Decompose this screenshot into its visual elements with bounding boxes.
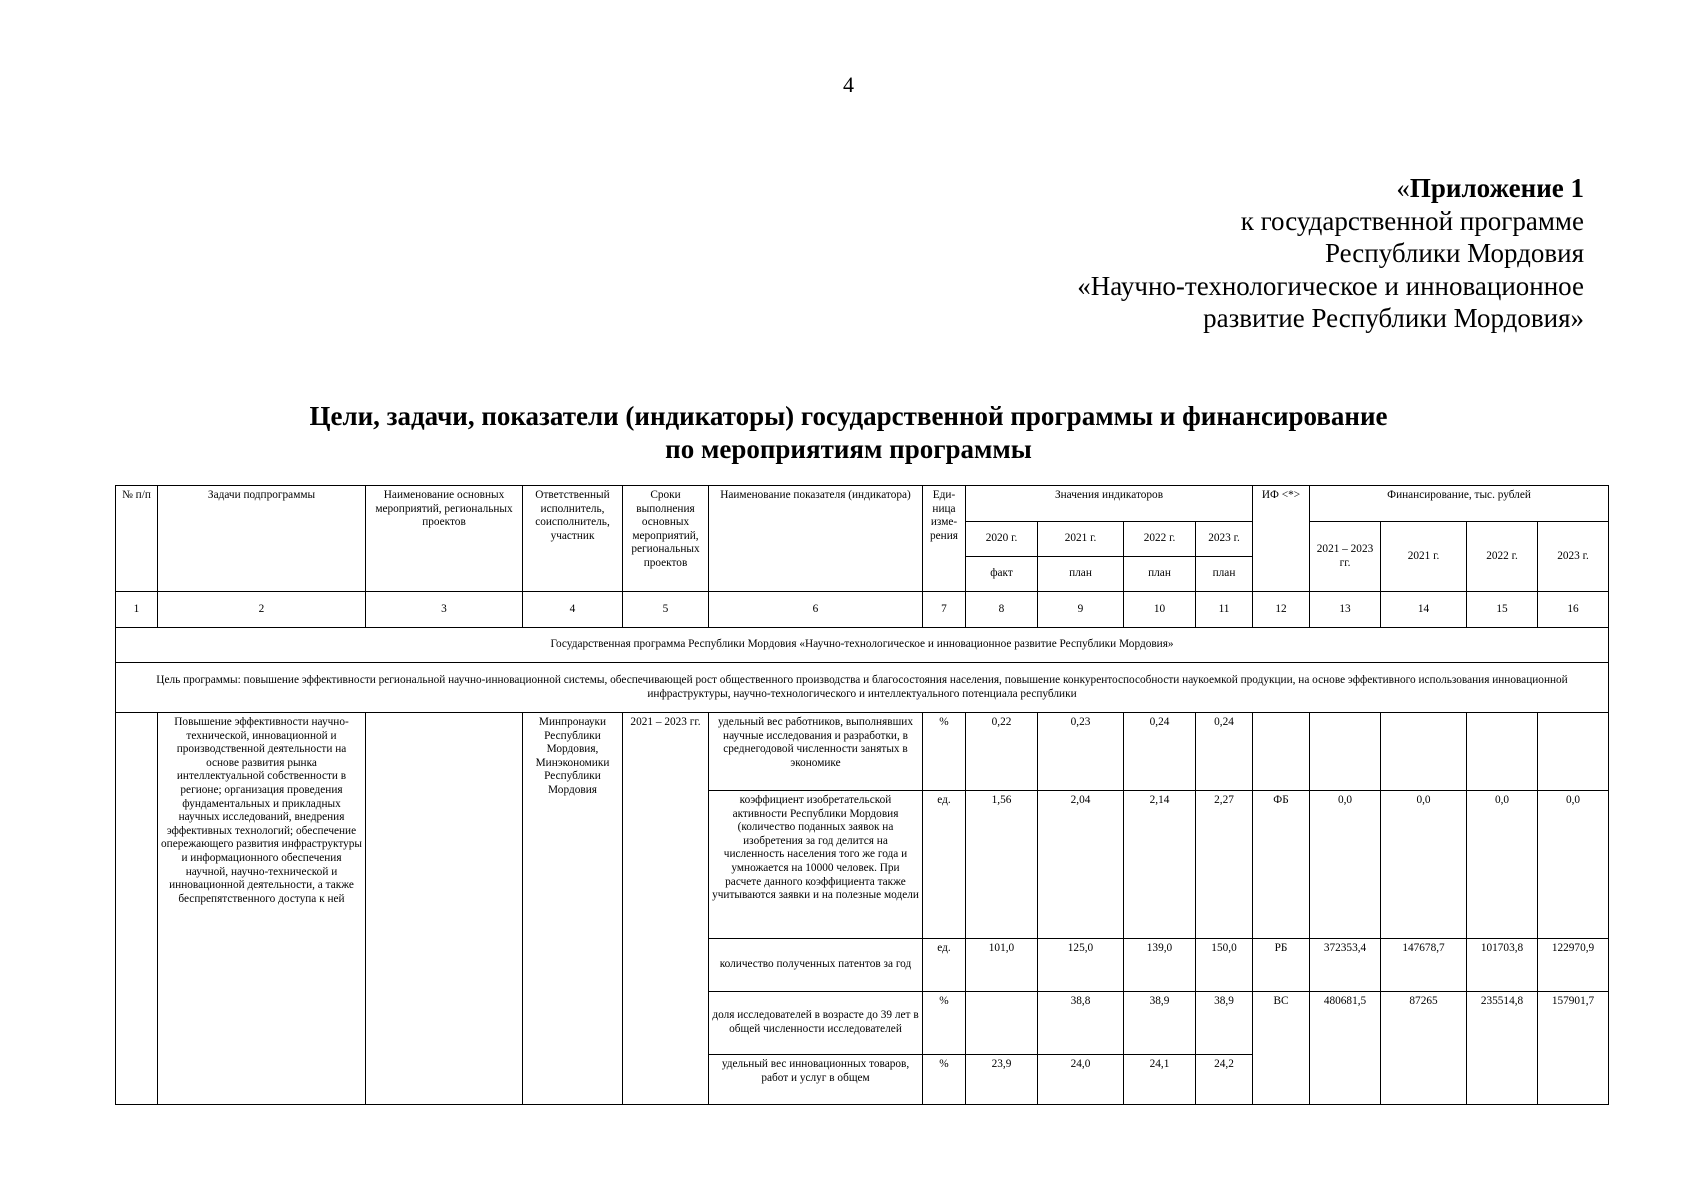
header-fact: факт: [966, 557, 1038, 592]
header-fin-2023: 2023 г.: [1538, 522, 1609, 592]
indicator-name: коэффициент изобретательской активности Республики Мордовия (количество поданных заявок на изобретения за год делится на численность населения того же года и умножается на 10000 человек. При расчете данного коэффициента также учитываются заявки и на полезные модели: [709, 791, 923, 939]
header-indicator-name: Наименование показателя (индикатора): [709, 486, 923, 592]
financing-2022: 235514,8: [1467, 992, 1538, 1105]
col-number: 1: [116, 592, 158, 628]
col-number: 7: [923, 592, 966, 628]
header-terms: Сроки выполнения основных мероприятий, региональных проектов: [623, 486, 709, 592]
indicator-value-2022: 139,0: [1124, 939, 1196, 992]
header-num: № п/п: [116, 486, 158, 592]
document-title-line-1: Цели, задачи, показатели (индикаторы) государственной программы и финансирование: [309, 401, 1388, 431]
task-num-cell: [116, 713, 158, 1105]
header-year-2023: 2023 г.: [1196, 522, 1253, 557]
financing-2021: [1381, 713, 1467, 791]
indicator-name: количество полученных патентов за год: [709, 939, 923, 992]
financing-2022: 101703,8: [1467, 939, 1538, 992]
financing-total: [1310, 713, 1381, 791]
financing-source: ФБ: [1253, 791, 1310, 939]
indicator-unit: ед.: [923, 791, 966, 939]
appendix-line-4: развитие Республики Мордовия»: [1203, 303, 1584, 333]
financing-2023: 0,0: [1538, 791, 1609, 939]
indicator-unit: ед.: [923, 939, 966, 992]
col-number: 9: [1038, 592, 1124, 628]
terms-text: 2021 – 2023 гг.: [623, 713, 709, 1105]
financing-2021: 147678,7: [1381, 939, 1467, 992]
financing-total: 0,0: [1310, 791, 1381, 939]
header-year-2021: 2021 г.: [1038, 522, 1124, 557]
program-title-row: Государственная программа Республики Мордовия «Научно-технологическое и инновационное развитие Республики Мордовия»: [116, 628, 1609, 663]
appendix-title: [1077, 172, 1584, 205]
col-number: 6: [709, 592, 923, 628]
header-executor: Ответственный исполнитель, соисполнитель, участник: [523, 486, 623, 592]
indicator-value-2020: 0,22: [966, 713, 1038, 791]
indicator-value-2020: 101,0: [966, 939, 1038, 992]
financing-2021: 87265: [1381, 992, 1467, 1105]
header-plan-2023: план: [1196, 557, 1253, 592]
financing-total: 372353,4: [1310, 939, 1381, 992]
header-tasks: Задачи подпрограммы: [158, 486, 366, 592]
indicator-unit: %: [923, 992, 966, 1055]
financing-total: 480681,5: [1310, 992, 1381, 1105]
task-text: Повышение эффективности научно-технической, инновационной и производственной деятельности на основе развития рынка интеллектуальной собственности в регионе; организация проведения фундаментальных и прикладных научных исследований, внедрения эффективных технологий; обеспечение опережающего развития инфраструктуры и информационного обеспечения научной, научно-технической и инновационной деятельности, а также беспрепятственного доступа к ней: [158, 713, 366, 1105]
col-number: 3: [366, 592, 523, 628]
col-number: 5: [623, 592, 709, 628]
indicator-name: удельный вес инновационных товаров, работ и услуг в общем: [709, 1055, 923, 1105]
financing-2023: 122970,9: [1538, 939, 1609, 992]
financing-2021: 0,0: [1381, 791, 1467, 939]
indicator-value-2022: 38,9: [1124, 992, 1196, 1055]
indicator-value-2023: 2,27: [1196, 791, 1253, 939]
indicator-unit: %: [923, 713, 966, 791]
col-number: 16: [1538, 592, 1609, 628]
col-number: 4: [523, 592, 623, 628]
financing-source: ВС: [1253, 992, 1310, 1105]
appendix-title-text: Приложение 1: [1409, 173, 1584, 203]
col-number: 8: [966, 592, 1038, 628]
header-plan-2021: план: [1038, 557, 1124, 592]
header-plan-2022: план: [1124, 557, 1196, 592]
col-number: 13: [1310, 592, 1381, 628]
header-source: ИФ <*>: [1253, 486, 1310, 592]
indicator-value-2021: 2,04: [1038, 791, 1124, 939]
appendix-quote: «: [1396, 173, 1410, 203]
events-cell: [366, 713, 523, 1105]
financing-2022: [1467, 713, 1538, 791]
col-number: 14: [1381, 592, 1467, 628]
header-unit: Еди-ница изме-рения: [923, 486, 966, 592]
indicator-value-2021: 24,0: [1038, 1055, 1124, 1105]
appendix-line-2: Республики Мордовия: [1324, 238, 1584, 268]
document-title-line-2: по мероприятиям программы: [665, 434, 1032, 464]
program-goal-row: Цель программы: повышение эффективности региональной научно-инновационной системы, обеспечивающей рост общественного производства и благосостояния населения, повышение конкурентоспособности наукоемкой продукции, на основе эффективного использования инновационной инфраструктуры, научно-технологического и интеллектуального потенциала республики: [116, 663, 1609, 713]
indicator-value-2023: 150,0: [1196, 939, 1253, 992]
header-year-2022: 2022 г.: [1124, 522, 1196, 557]
financing-2022: 0,0: [1467, 791, 1538, 939]
indicator-value-2022: 24,1: [1124, 1055, 1196, 1105]
col-number: 10: [1124, 592, 1196, 628]
indicator-value-2020: 1,56: [966, 791, 1038, 939]
appendix-header: [1077, 172, 1584, 335]
financing-2023: 157901,7: [1538, 992, 1609, 1105]
financing-2023: [1538, 713, 1609, 791]
executor-text: Минпронауки Республики Мордовия, Минэкономики Республики Мордовия: [523, 713, 623, 1105]
indicator-value-2021: 38,8: [1038, 992, 1124, 1055]
col-number: 11: [1196, 592, 1253, 628]
appendix-line-1: к государственной программе: [1240, 205, 1584, 236]
indicator-value-2023: 38,9: [1196, 992, 1253, 1055]
indicator-value-2023: 24,2: [1196, 1055, 1253, 1105]
header-indicator-values: Значения индикаторов: [966, 486, 1253, 522]
col-number: 12: [1253, 592, 1310, 628]
indicator-value-2020: [966, 992, 1038, 1055]
indicator-unit: %: [923, 1055, 966, 1105]
document-title: [0, 400, 1697, 466]
indicator-name: удельный вес работников, выполнявших научные исследования и разработки, в среднегодовой численности занятых в экономике: [709, 713, 923, 791]
header-year-2020: 2020 г.: [966, 522, 1038, 557]
header-financing: Финансирование, тыс. рублей: [1310, 486, 1609, 522]
indicator-value-2021: 125,0: [1038, 939, 1124, 992]
indicator-name: доля исследователей в возрасте до 39 лет в общей численности исследователей: [709, 992, 923, 1055]
financing-source: [1253, 713, 1310, 791]
indicator-value-2021: 0,23: [1038, 713, 1124, 791]
header-fin-2022: 2022 г.: [1467, 522, 1538, 592]
indicator-value-2020: 23,9: [966, 1055, 1038, 1105]
header-fin-2021: 2021 г.: [1381, 522, 1467, 592]
indicator-value-2023: 0,24: [1196, 713, 1253, 791]
indicators-table: [115, 485, 1609, 1105]
indicator-value-2022: 0,24: [1124, 713, 1196, 791]
page-number: 4: [843, 72, 854, 97]
col-number: 2: [158, 592, 366, 628]
header-fin-period: 2021 – 2023 гг.: [1310, 522, 1381, 592]
header-events: Наименование основных мероприятий, региональных проектов: [366, 486, 523, 592]
indicator-value-2022: 2,14: [1124, 791, 1196, 939]
financing-source: РБ: [1253, 939, 1310, 992]
appendix-line-3: «Научно-технологическое и инновационное: [1077, 270, 1584, 301]
col-number: 15: [1467, 592, 1538, 628]
